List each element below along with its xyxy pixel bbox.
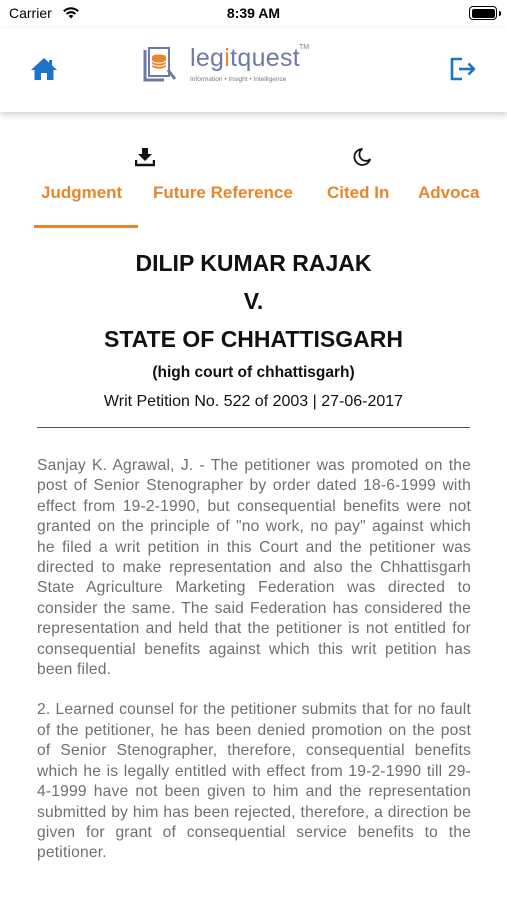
carrier-label: Carrier bbox=[9, 5, 52, 21]
party-one: DILIP KUMAR RAJAK bbox=[135, 250, 372, 276]
logo-trademark: TM bbox=[299, 44, 310, 51]
battery-icon bbox=[469, 6, 497, 20]
active-tab-indicator bbox=[34, 225, 138, 228]
download-icon bbox=[135, 147, 155, 167]
logo-mark-icon bbox=[142, 46, 182, 84]
party-two: STATE OF CHHATTISGARH bbox=[104, 326, 403, 352]
home-icon bbox=[30, 57, 58, 81]
legitquest-logo bbox=[142, 42, 312, 90]
moon-icon bbox=[352, 147, 372, 167]
paragraph: 2. Learned counsel for the petitioner submits that for no fault of the petitioner, he has been denied promotion on the post of Senior Stenographer, therefore, consequential benefits which he is legally entitled with effect from 19-2-1990 till 29-4-1999 have not been given to him and the representation submitted by him has been rejected, therefore, a direction be given for grant of consequential service benefits to the petitioner. bbox=[37, 701, 471, 862]
divider bbox=[37, 427, 470, 428]
logo-tagline: Information • Insight • Intelligence bbox=[190, 76, 287, 83]
versus-label: V. bbox=[243, 288, 264, 314]
tab-bar bbox=[0, 183, 507, 213]
logout-icon bbox=[449, 56, 477, 82]
judgment-body bbox=[37, 456, 471, 864]
download-button[interactable] bbox=[135, 147, 155, 172]
home-button[interactable] bbox=[28, 54, 60, 84]
citation: Writ Petition No. 522 of 2003 | 27-06-2017 bbox=[103, 393, 404, 410]
clock: 8:39 AM bbox=[226, 5, 281, 21]
tab-future-reference[interactable]: Future Reference bbox=[153, 183, 293, 202]
nav-bar bbox=[0, 28, 507, 112]
status-bar bbox=[0, 0, 507, 28]
logout-button[interactable] bbox=[447, 54, 479, 84]
tab-cited-in[interactable]: Cited In bbox=[327, 183, 390, 202]
logo-wordmark: legitquest bbox=[190, 44, 301, 72]
paragraph: Sanjay K. Agrawal, J. - The petitioner was promoted on the post of Senior Stenographer by order dated 18-6-1999 with effect from 19-2-1990, but consequential benefits were not granted on the principle of "no work, no pay" against which he filed a writ petition in this Court and the petitioner was directed to make representation and also the Chhattisgarh State Agriculture Marketing Federation was directed to consider the same. The said Federation has considered the representation and held that the petitioner is not entitled for consequential benefits against which this writ petition has been filed. bbox=[37, 457, 471, 679]
court-name: (high court of chhattisgarh) bbox=[152, 364, 355, 381]
tab-judgment[interactable]: Judgment bbox=[41, 183, 123, 202]
night-mode-button[interactable] bbox=[352, 147, 372, 172]
tab-advocates[interactable]: Advoca bbox=[418, 183, 480, 202]
